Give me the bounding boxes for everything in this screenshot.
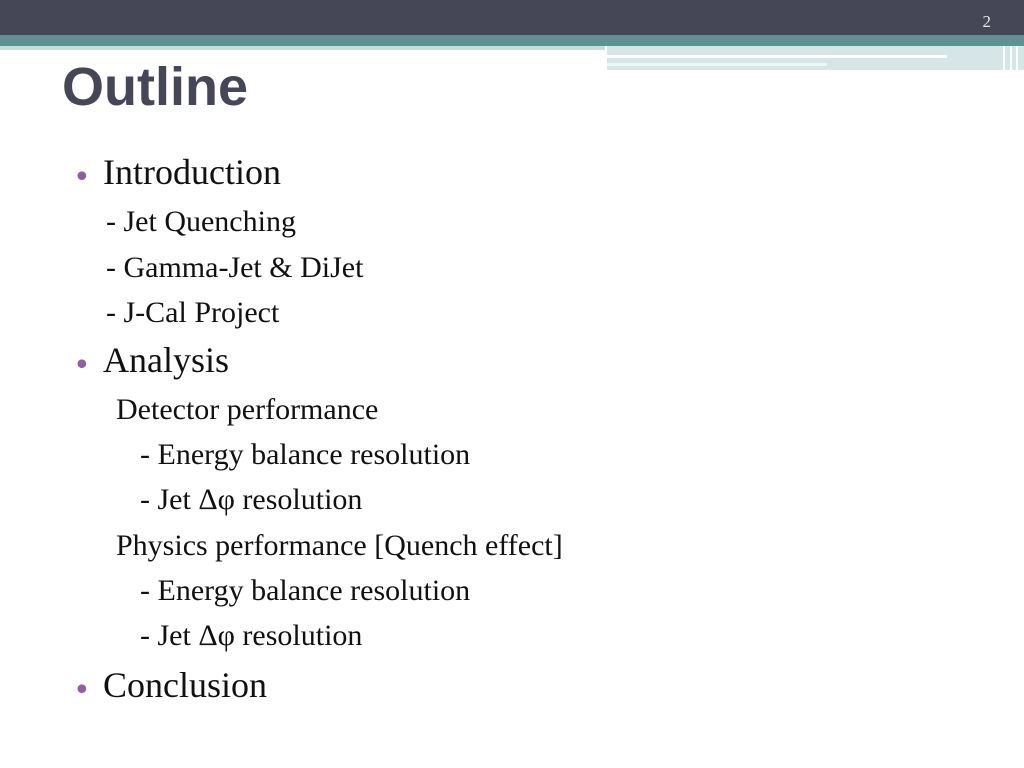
- outline-subitem: - Jet Δφ resolution: [140, 619, 363, 652]
- header-decoration-stripe: [1016, 46, 1018, 70]
- slide-title: Outline: [62, 57, 248, 117]
- header-decoration-line: [607, 63, 827, 66]
- bullet-dot-icon: •: [73, 160, 91, 195]
- outline-subheading: Physics performance [Quench effect]: [116, 529, 563, 562]
- slide-number: 2: [982, 12, 991, 31]
- outline-subitem: - Jet Δφ resolution: [140, 483, 363, 516]
- header-decoration: [607, 46, 1024, 70]
- header-decoration-line: [607, 55, 947, 58]
- header-pale-band: [0, 46, 605, 50]
- outline-subitem: - Jet Quenching: [106, 205, 296, 238]
- header-decoration-stripe: [1010, 46, 1012, 70]
- outline-subitem: - Gamma-Jet & DiJet: [106, 251, 364, 284]
- outline-subitem: - Energy balance resolution: [140, 438, 471, 471]
- header-teal-band: [0, 35, 1024, 46]
- header-dark-band: [0, 0, 1024, 35]
- outline-subitem: - J-Cal Project: [106, 296, 280, 329]
- bullet-dot-icon: •: [73, 348, 91, 383]
- outline-item-introduction: Introduction: [103, 152, 281, 192]
- bullet-dot-icon: •: [73, 673, 91, 708]
- outline-subheading: Detector performance: [116, 393, 379, 426]
- header-decoration-stripe: [1003, 46, 1005, 70]
- outline-item-conclusion: Conclusion: [103, 665, 268, 705]
- outline-item-analysis: Analysis: [103, 340, 229, 380]
- outline-subitem: - Energy balance resolution: [140, 574, 471, 607]
